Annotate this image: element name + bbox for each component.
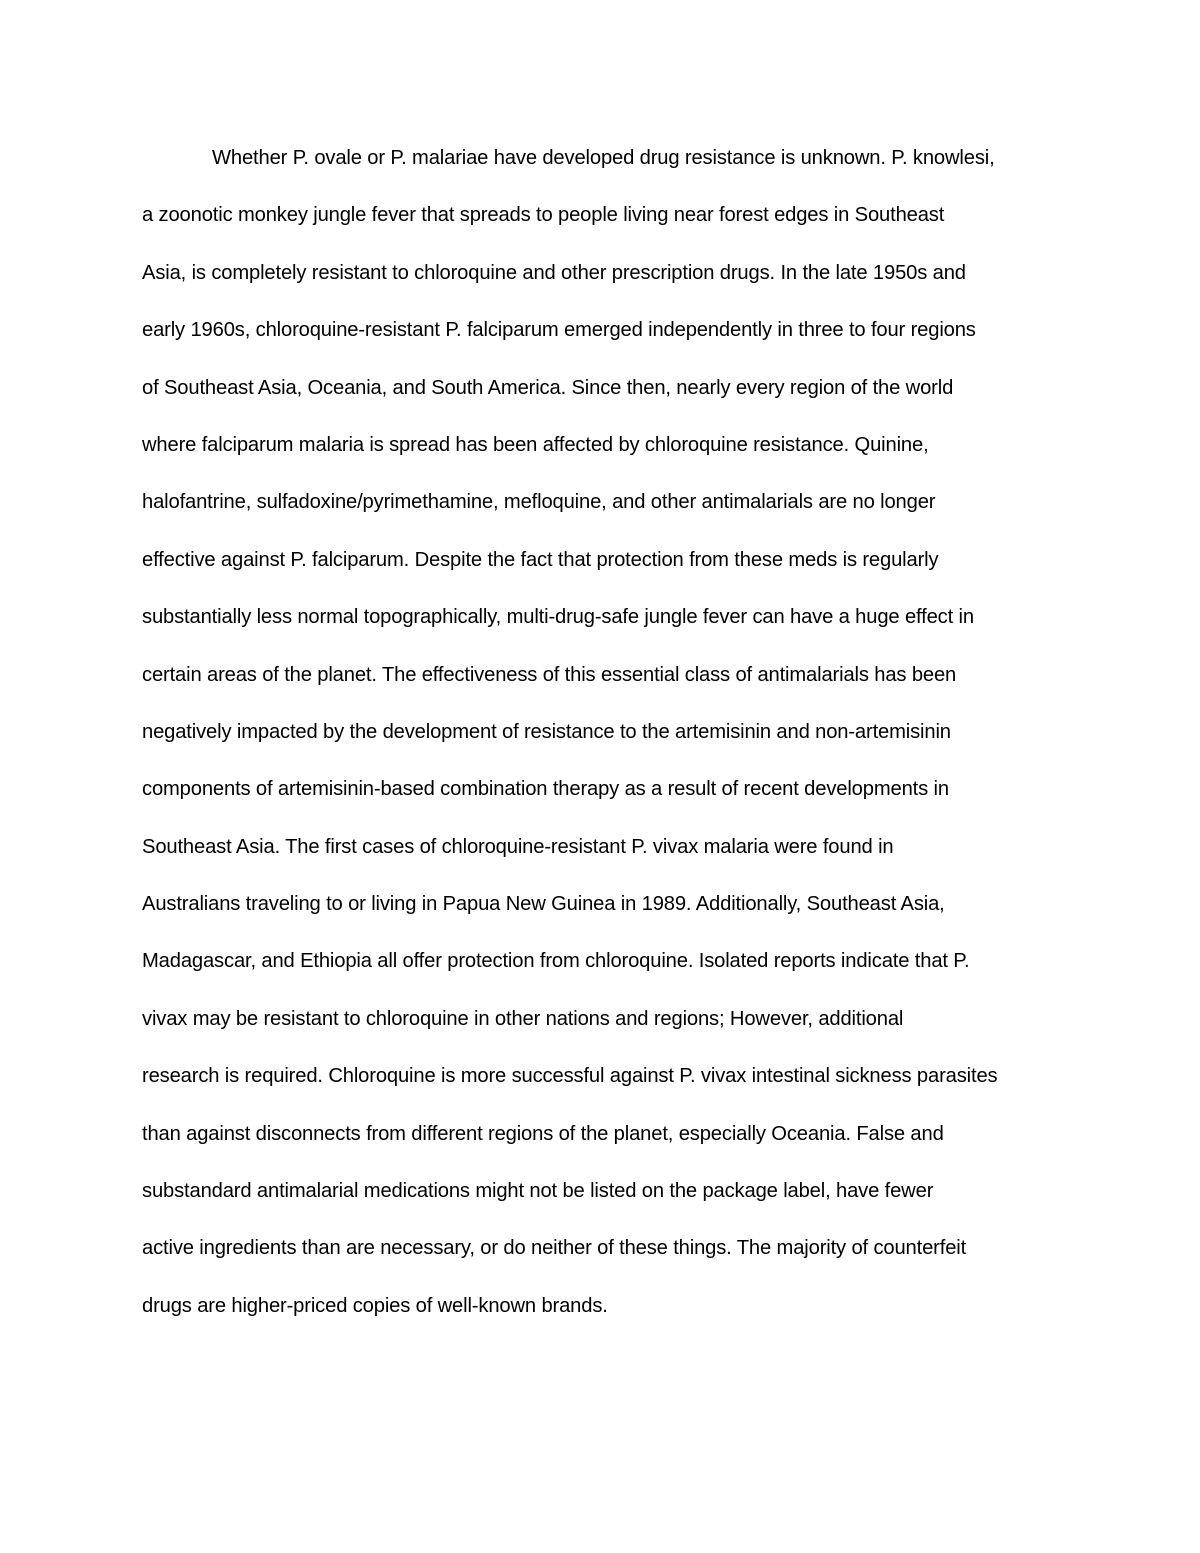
text-line: components of artemisinin-based combination therapy as a result of recent developments in xyxy=(142,778,949,801)
text-line: substandard antimalarial medications might not be listed on the package label, have fewer xyxy=(142,1180,934,1203)
text-line: early 1960s, chloroquine-resistant P. falciparum emerged independently in three to four regions xyxy=(142,319,976,342)
text-line: effective against P. falciparum. Despite the fact that protection from these meds is regularly xyxy=(142,548,939,571)
text-line: Asia, is completely resistant to chloroquine and other prescription drugs. In the late 1950s and xyxy=(142,261,966,284)
text-line: a zoonotic monkey jungle fever that spreads to people living near forest edges in Southeast xyxy=(142,204,945,227)
text-line: research is required. Chloroquine is more successful against P. vivax intestinal sickness parasites xyxy=(142,1065,998,1088)
text-line: substantially less normal topographically, multi-drug-safe jungle fever can have a huge effect in xyxy=(142,606,974,629)
text-line: negatively impacted by the development of resistance to the artemisinin and non-artemisinin xyxy=(142,720,951,743)
text-line: drugs are higher-priced copies of well-known brands. xyxy=(142,1294,608,1317)
text-line: certain areas of the planet. The effectiveness of this essential class of antimalarials has been xyxy=(142,663,957,686)
text-line: Southeast Asia. The first cases of chloroquine-resistant P. vivax malaria were found in xyxy=(142,835,894,858)
text-line: Australians traveling to or living in Papua New Guinea in 1989. Additionally, Southeast Asia, xyxy=(142,893,945,916)
paragraph xyxy=(142,139,1072,1344)
text-line: where falciparum malaria is spread has been affected by chloroquine resistance. Quinine, xyxy=(142,433,929,456)
text-line: active ingredients than are necessary, or do neither of these things. The majority of counterfeit xyxy=(142,1237,967,1260)
text-line: Whether P. ovale or P. malariae have developed drug resistance is unknown. P. knowlesi, xyxy=(212,147,995,169)
text-line: Madagascar, and Ethiopia all offer protection from chloroquine. Isolated reports indicate that P. xyxy=(142,950,970,973)
text-line: vivax may be resistant to chloroquine in other nations and regions; However, additional xyxy=(142,1007,904,1030)
text-line: of Southeast Asia, Oceania, and South America. Since then, nearly every region of the world xyxy=(142,376,954,399)
text-line: than against disconnects from different regions of the planet, especially Oceania. False and xyxy=(142,1122,944,1145)
text-line: halofantrine, sulfadoxine/pyrimethamine, mefloquine, and other antimalarials are no longer xyxy=(142,491,936,514)
